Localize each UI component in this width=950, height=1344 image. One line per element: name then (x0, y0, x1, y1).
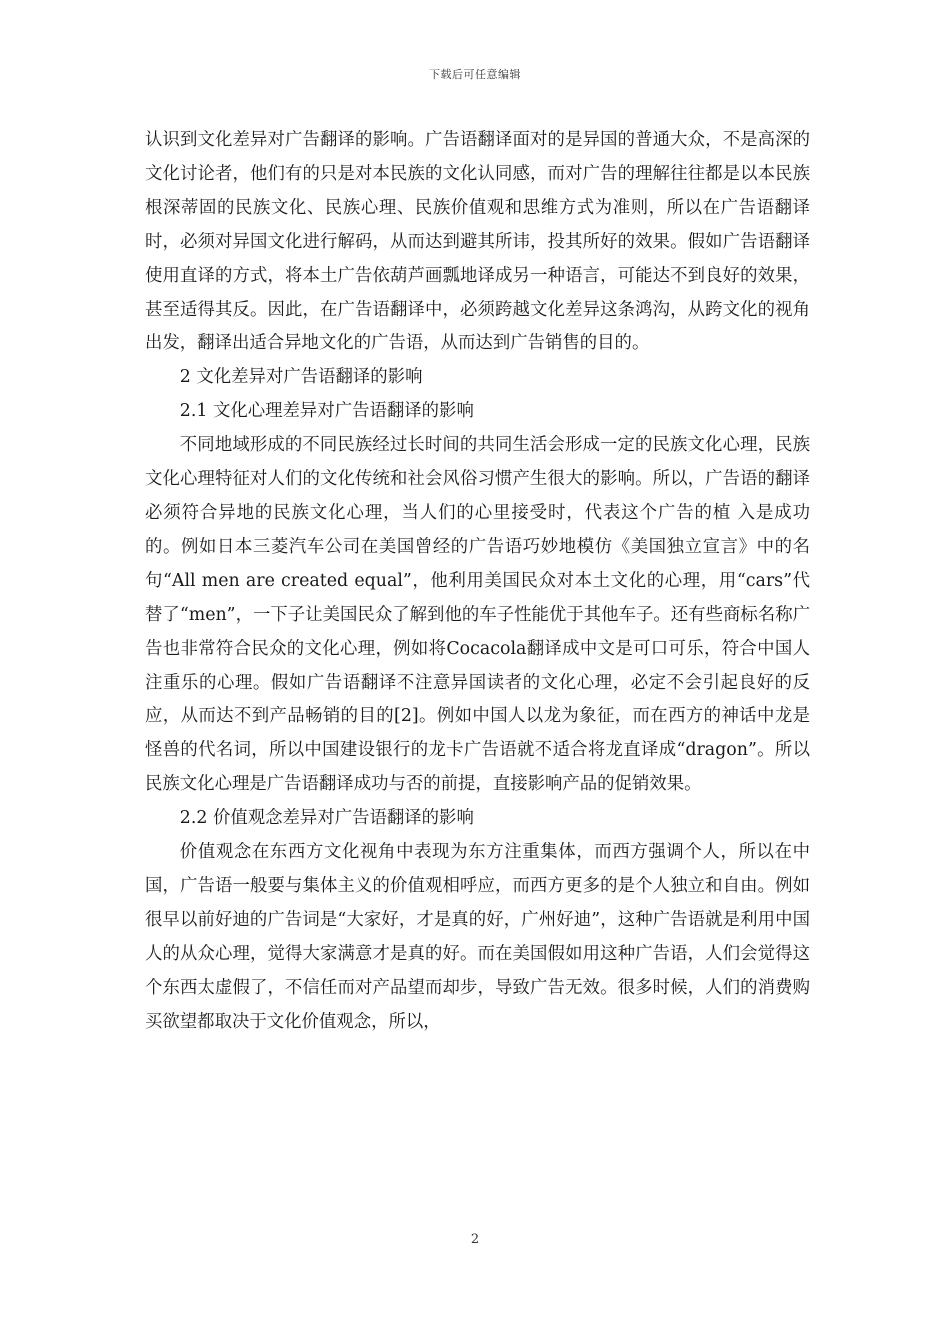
paragraph-values: 价值观念在东西方文化视角中表现为东方注重集体，而西方强调个人，所以在中国，广告语一般要与集体主义的价值观相呼应，而西方更多的是个人独立和自由。例如很早以前好迪的广告词是“大家好，才是真的好，广州好迪”，这种广告语就是利用中国人的从众心理，觉得大家满意才是真的好。而在美国假如用这种广告语，人们会觉得这个东西太虚假了，不信任而对产品望而却步，导致广告无效。很多时候，人们的消费购买欲望都取决于文化价值观念，所以， (145, 842, 810, 1032)
section-heading-2: 2 文化差异对广告语翻译的影响 (179, 367, 423, 388)
page-header: 下载后可任意编辑 (429, 68, 521, 81)
document-body (145, 124, 810, 1039)
paragraph-cultural-psychology: 不同地域形成的不同民族经过长时间的共同生活会形成一定的民族文化心理，民族文化心理特征对人们的文化传统和社会风俗习惯产生很大的影响。所以，广告语的翻译必须符合异地的民族文化心理，当人们的心里接受时，代表这个广告的植 入是成功的。例如日本三菱汽车公司在美国曾经的广告语巧妙地模仿《美国独立宣言》中的名句“All men are created equal”，他利用美国民众对本土文化的心理，用“cars”代替了“men”，一下子让美国民众了解到他的车子性能优于其他车子。还有些商标名称广告也非常符合民众的文化心理，例如将Cocacola翻译成中文是可口可乐，符合中国人注重乐的心理。假如广告语翻译不注意异国读者的文化心理，必定不会引起良好的反应，从而达不到产品畅销的目的[2]。例如中国人以龙为象征，而在西方的神话中龙是怪兽的代名词，所以中国建设银行的龙卡广告语就不适合将龙直译成“dragon”。所以民族文化心理是广告语翻译成功与否的前提，直接影响产品的促销效果。 (145, 435, 810, 795)
section-heading-2-2: 2.2 价值观念差异对广告语翻译的影响 (179, 808, 474, 829)
page-number: 2 (470, 1232, 480, 1247)
section-heading-2-1: 2.1 文化心理差异对广告语翻译的影响 (179, 401, 474, 422)
paragraph-continued: 认识到文化差异对广告翻译的影响。广告语翻译面对的是异国的普通大众，不是高深的文化讨论者，他们有的只是对本民族的文化认同感，而对广告的理解往往都是以本民族根深蒂固的民族文化、民族心理、民族价值观和思维方式为准则，所以在广告语翻译时，必须对异国文化进行解码，从而达到避其所讳，投其所好的效果。假如广告语翻译使用直译的方式，将本土广告依葫芦画瓢地译成另一种语言，可能达不到良好的效果，甚至适得其反。因此，在广告语翻译中，必须跨越文化差异这条鸿沟，从跨文化的视角出发，翻译出适合异地文化的广告语，从而达到广告销售的目的。 (145, 130, 810, 354)
